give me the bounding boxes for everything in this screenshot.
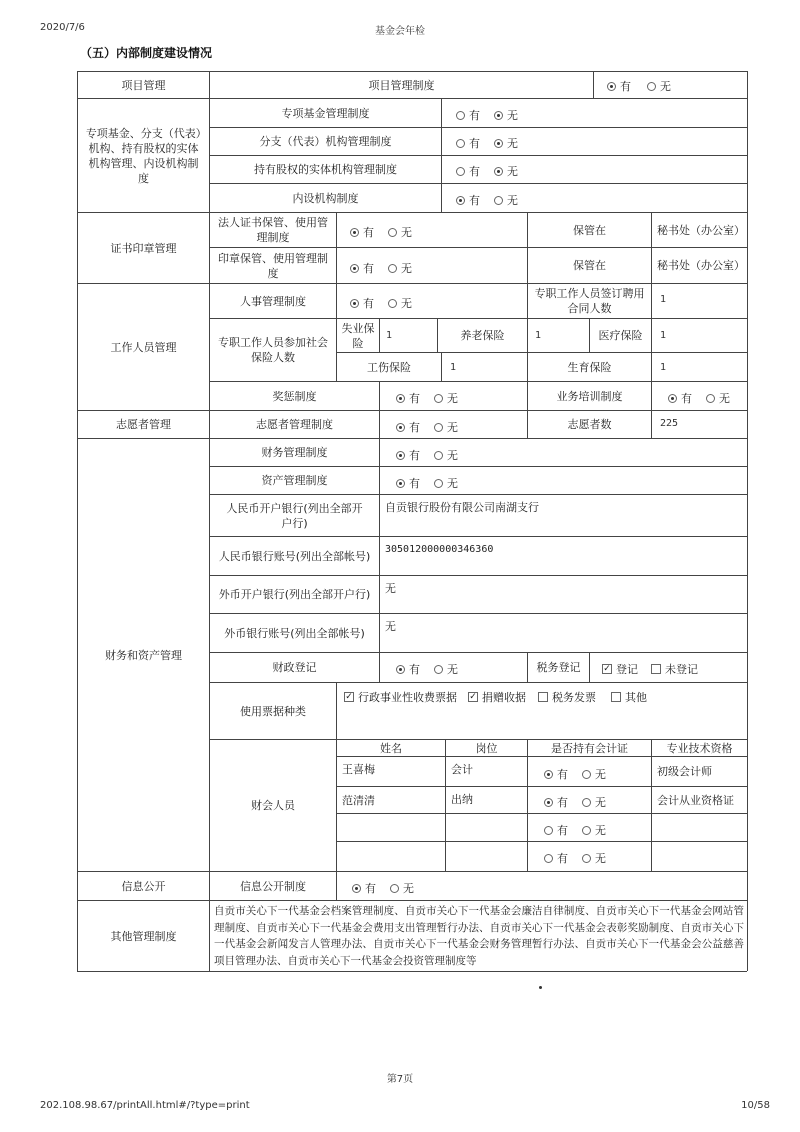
radio-training-yes[interactable]: 有 — [668, 390, 692, 406]
checkbox-tax-unregistered[interactable]: 未登记 — [651, 661, 698, 677]
label-project-system: 项目管理制度 — [368, 78, 435, 92]
label-rmb-bank: 人民币开户银行(列出全部开户行) — [226, 501, 363, 530]
label-internal: 内设机构制度 — [292, 191, 359, 205]
radio-finance-no[interactable]: 无 — [434, 447, 458, 463]
radio-checked-icon — [350, 299, 359, 308]
radio-volunteer-yes[interactable]: 有 — [396, 419, 420, 435]
stray-mark — [539, 986, 542, 989]
label-pension: 养老保险 — [460, 329, 505, 342]
page-number: 第7页 — [386, 1074, 414, 1085]
radio-checked-icon — [668, 394, 677, 403]
value-injury: 1 — [450, 362, 457, 373]
radio-unchecked-icon — [582, 798, 591, 807]
accountant-post: 出纳 — [451, 793, 473, 806]
radio-internal-no[interactable]: 无 — [494, 192, 518, 208]
checkbox-receipt-other[interactable]: 其他 — [611, 689, 647, 705]
radio-special-yes[interactable]: 有 — [456, 107, 480, 123]
label-other-system: 其他管理制度 — [110, 929, 177, 943]
radio-internal-yes[interactable]: 有 — [456, 192, 480, 208]
label-seal-mgmt: 证书印章管理 — [110, 241, 177, 255]
label-special-fund: 专项基金管理制度 — [281, 106, 370, 120]
checkbox-receipt-tax-invoice[interactable]: 税务发票 — [538, 689, 596, 705]
radio-checked-icon — [544, 770, 553, 779]
value-rmb-bank: 自贡银行股份有限公司南湖支行 — [385, 501, 539, 514]
radio-cert-1-no[interactable]: 无 — [582, 766, 606, 782]
radio-fiscal-no[interactable]: 无 — [434, 661, 458, 677]
radio-finance-yes[interactable]: 有 — [396, 447, 420, 463]
value-fx-bank: 无 — [385, 582, 396, 595]
value-volunteer-count: 225 — [660, 418, 679, 429]
label-training: 业务培训制度 — [556, 389, 623, 403]
label-receipt-types: 使用票据种类 — [240, 704, 306, 718]
radio-cert-2-yes[interactable]: 有 — [544, 794, 568, 810]
radio-unchecked-icon — [582, 770, 591, 779]
radio-unchecked-icon — [388, 299, 397, 308]
print-title: 基金会年检 — [375, 26, 425, 37]
radio-equity-yes[interactable]: 有 — [456, 163, 480, 179]
radio-checked-icon — [396, 665, 405, 674]
label-project-mgmt: 项目管理 — [121, 78, 166, 92]
radio-unchecked-icon — [434, 479, 443, 488]
label-info-disclosure: 信息公开 — [121, 879, 166, 893]
label-contract-count: 专职工作人员签订聘用合同人数 — [534, 287, 645, 315]
checkbox-checked-icon — [602, 664, 612, 674]
radio-cert-1-yes[interactable]: 有 — [544, 766, 568, 782]
radio-unchecked-icon — [456, 167, 465, 176]
label-finance-system: 财务管理制度 — [261, 446, 328, 459]
radio-seal-yes[interactable]: 有 — [350, 260, 374, 276]
label-asset-system: 资产管理制度 — [261, 474, 328, 487]
radio-unchecked-icon — [456, 111, 465, 120]
accountant-name: 范清清 — [342, 793, 375, 807]
radio-cert-4-yes[interactable]: 有 — [544, 850, 568, 866]
label-volunteer-system: 志愿者管理制度 — [256, 418, 333, 431]
col-header-cert: 是否持有会计证 — [551, 741, 628, 755]
value-keep-at-cert: 秘书处（办公室） — [657, 223, 745, 237]
radio-unchecked-icon — [388, 264, 397, 273]
checkbox-checked-icon — [344, 692, 354, 702]
value-fx-account: 无 — [385, 620, 396, 633]
label-seal-keep: 印章保管、使用管理制度 — [218, 251, 328, 280]
label-injury: 工伤保险 — [367, 360, 411, 374]
radio-special-no[interactable]: 无 — [494, 107, 518, 123]
radio-checked-icon — [396, 479, 405, 488]
radio-cert-no[interactable]: 无 — [388, 224, 412, 240]
value-maternity: 1 — [660, 362, 667, 373]
label-finance-mgmt: 财务和资产管理 — [105, 648, 182, 662]
label-branch: 分支（代表）机构管理制度 — [259, 135, 392, 148]
label-cert-keep: 法人证书保管、使用管理制度 — [218, 216, 328, 244]
radio-cert-3-no[interactable]: 无 — [582, 822, 606, 838]
accountant-qual: 初级会计师 — [657, 765, 712, 778]
footer-url: 202.108.98.67/printAll.html#/?type=print — [40, 1100, 250, 1111]
radio-unchecked-icon — [388, 228, 397, 237]
checkbox-tax-registered[interactable]: ✓ 登记 — [602, 661, 638, 677]
col-header-qual: 专业技术资格 — [666, 741, 733, 755]
radio-project-yes[interactable]: 有 — [607, 78, 631, 94]
radio-unchecked-icon — [434, 665, 443, 674]
radio-checked-icon — [350, 228, 359, 237]
radio-info-yes[interactable]: 有 — [352, 880, 376, 896]
radio-training-no[interactable]: 无 — [706, 390, 730, 406]
value-unemployment: 1 — [386, 330, 393, 341]
radio-hr-no[interactable]: 无 — [388, 295, 412, 311]
checkbox-unchecked-icon — [611, 692, 621, 702]
radio-fiscal-yes[interactable]: 有 — [396, 661, 420, 677]
label-equity: 持有股权的实体机构管理制度 — [254, 163, 397, 176]
radio-checked-icon — [396, 423, 405, 432]
radio-unchecked-icon — [390, 884, 399, 893]
checkbox-unchecked-icon — [538, 692, 548, 702]
value-rmb-account: 305012000000346360 — [385, 544, 494, 555]
radio-reward-yes[interactable]: 有 — [396, 390, 420, 406]
label-fiscal-reg: 财政登记 — [272, 661, 317, 674]
radio-asset-no[interactable]: 无 — [434, 475, 458, 491]
label-fx-bank: 外币开户银行(列出全部开户行) — [218, 588, 371, 601]
radio-unchecked-icon — [456, 139, 465, 148]
radio-branch-no[interactable]: 无 — [494, 135, 518, 151]
radio-info-no[interactable]: 无 — [390, 880, 414, 896]
value-contract-count: 1 — [660, 294, 667, 305]
radio-unchecked-icon — [434, 451, 443, 460]
label-hr-system: 人事管理制度 — [240, 294, 306, 308]
label-accountants: 财会人员 — [251, 799, 295, 812]
col-header-name: 姓名 — [380, 741, 402, 755]
other-system-text: 自贡市关心下一代基金会档案管理制度、自贡市关心下一代基金会廉洁自律制度、自贡市关心下一代基金会网站管理制度、自贡市关心下一代基金会费用支出管理暂行办法、自贡市关心下一代基金会表彰奖励制度、自贡市关心下一代基金会新闻发言人管理办法、自贡市关心下一代基金会财务管理暂行办法、自贡市关心下一代基金会公益慈善项目管理办法、自贡市关心下一代基金会投资管理制度等 — [214, 905, 744, 967]
radio-checked-icon — [494, 111, 503, 120]
radio-cert-2-no[interactable]: 无 — [582, 794, 606, 810]
radio-checked-icon — [396, 451, 405, 460]
radio-checked-icon — [456, 196, 465, 205]
radio-checked-icon — [352, 884, 361, 893]
checkbox-unchecked-icon — [651, 664, 661, 674]
label-reward: 奖惩制度 — [272, 389, 317, 403]
radio-checked-icon — [350, 264, 359, 273]
label-staff-mgmt: 工作人员管理 — [110, 340, 177, 354]
radio-seal-no[interactable]: 无 — [388, 260, 412, 276]
value-pension: 1 — [535, 330, 542, 341]
radio-unchecked-icon — [544, 826, 553, 835]
radio-reward-no[interactable]: 无 — [434, 390, 458, 406]
label-rmb-account: 人民币银行账号(列出全部帐号) — [218, 549, 371, 563]
checkbox-receipt-donation[interactable]: ✓ 捐赠收据 — [468, 689, 526, 705]
label-insurance: 专职工作人员参加社会保险人数 — [218, 336, 328, 364]
radio-checked-icon — [494, 167, 503, 176]
checkbox-receipt-admin-fee[interactable]: ✓ 行政事业性收费票据 — [344, 689, 457, 705]
radio-volunteer-no[interactable]: 无 — [434, 419, 458, 435]
label-keep-at-seal: 保管在 — [573, 259, 606, 272]
label-keep-at-cert: 保管在 — [573, 223, 606, 237]
checkbox-checked-icon — [468, 692, 478, 702]
label-maternity: 生育保险 — [567, 360, 612, 374]
radio-unchecked-icon — [494, 196, 503, 205]
radio-asset-yes[interactable]: 有 — [396, 475, 420, 491]
radio-unchecked-icon — [582, 854, 591, 863]
value-medical: 1 — [660, 330, 667, 341]
label-volunteer-count: 志愿者数 — [567, 418, 612, 431]
radio-cert-4-no[interactable]: 无 — [582, 850, 606, 866]
radio-equity-no[interactable]: 无 — [494, 163, 518, 179]
radio-unchecked-icon — [582, 826, 591, 835]
col-header-post: 岗位 — [475, 741, 498, 755]
label-info-system: 信息公开制度 — [240, 879, 306, 893]
radio-unchecked-icon — [434, 394, 443, 403]
radio-checked-icon — [396, 394, 405, 403]
radio-cert-3-yes[interactable]: 有 — [544, 822, 568, 838]
accountant-qual: 会计从业资格证 — [657, 793, 734, 807]
label-tax-reg: 税务登记 — [536, 661, 581, 674]
radio-cert-yes[interactable]: 有 — [350, 224, 374, 240]
page-count: 10/58 — [741, 1100, 770, 1111]
label-fx-account: 外币银行账号(列出全部帐号) — [224, 626, 365, 640]
radio-checked-icon — [494, 139, 503, 148]
label-volunteer-mgmt: 志愿者管理 — [116, 418, 171, 431]
radio-unchecked-icon — [647, 82, 656, 91]
accountant-post: 会计 — [451, 763, 473, 776]
label-medical: 医疗保险 — [598, 329, 643, 342]
print-date: 2020/7/6 — [40, 22, 85, 33]
radio-branch-yes[interactable]: 有 — [456, 135, 480, 151]
radio-hr-yes[interactable]: 有 — [350, 295, 374, 311]
radio-unchecked-icon — [544, 854, 553, 863]
radio-unchecked-icon — [706, 394, 715, 403]
section-title: （五）内部制度建设情况 — [80, 46, 213, 60]
accountant-name: 王喜梅 — [342, 763, 375, 776]
radio-unchecked-icon — [434, 423, 443, 432]
radio-checked-icon — [544, 798, 553, 807]
label-special: 专项基金、分支（代表）机构、持有股权的实体机构管理、内设机构制度 — [85, 126, 202, 185]
radio-project-no[interactable]: 无 — [647, 78, 671, 94]
label-unemployment: 失业保险 — [341, 321, 375, 350]
radio-checked-icon — [607, 82, 616, 91]
value-keep-at-seal: 秘书处（办公室） — [657, 259, 745, 272]
